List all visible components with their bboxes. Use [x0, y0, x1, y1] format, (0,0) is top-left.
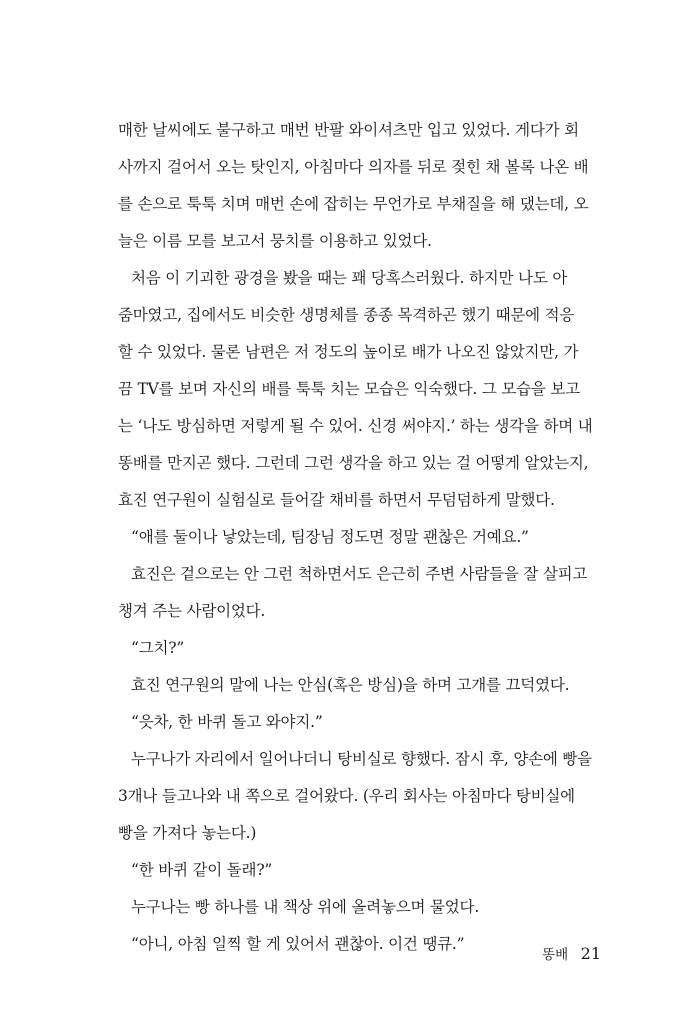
dialogue-line: “그치?”	[131, 639, 185, 657]
text-line: 늘은 이름 모를 보고서 뭉치를 이용하고 있었다.	[118, 232, 432, 250]
text-line: 사까지 걸어서 오는 탓인지, 아침마다 의자를 뒤로 젖힌 채 볼록 나온 배	[118, 158, 589, 176]
text-line: 3개나 들고나와 내 쪽으로 걸어왔다. (우리 회사는 아침마다 탕비실에	[118, 787, 575, 805]
text-line: 효진은 겉으로는 안 그런 척하면서도 은근히 주변 사람들을 잘 살피고	[131, 565, 588, 583]
text-line: 효진 연구원의 말에 나는 안심(혹은 방심)을 하며 고개를 끄덕였다.	[131, 676, 570, 694]
text-line: 매한 날씨에도 불구하고 매번 반팔 와이셔츠만 입고 있었다. 게다가 회	[118, 121, 579, 139]
text-line: 할 수 있었다. 물론 남편은 저 정도의 높이로 배가 나오진 않았지만, 가	[118, 343, 579, 361]
text-line: 처음 이 기괴한 광경을 봤을 때는 꽤 당혹스러웠다. 하지만 나도 아	[131, 269, 568, 287]
text-line: 를 손으로 툭툭 치며 매번 손에 잡히는 무언가로 부채질을 해 댔는데, 오	[118, 195, 589, 213]
text-line: 누구나는 빵 하나를 내 책상 위에 올려놓으며 물었다.	[131, 898, 480, 916]
text-line: 챙겨 주는 사람이었다.	[118, 602, 266, 620]
text-line: 누구나가 자리에서 일어나더니 탕비실로 향했다. 잠시 후, 양손에 빵을	[131, 750, 592, 768]
body-text	[118, 112, 600, 963]
text-line: 효진 연구원이 실험실로 들어갈 채비를 하면서 무덤덤하게 말했다.	[118, 491, 555, 509]
text-line: 빵을 가져다 놓는다.)	[118, 824, 257, 842]
page-footer	[542, 943, 601, 963]
text-line: 똥배를 만지곤 했다. 그런데 그런 생각을 하고 있는 걸 어떻게 알았는지,	[118, 454, 589, 472]
text-line: 끔 TV를 보며 자신의 배를 툭툭 치는 모습은 익숙했다. 그 모습을 보고	[118, 380, 580, 398]
running-title: 똥배	[542, 947, 569, 963]
text-line: 는 ‘나도 방심하면 저렇게 될 수 있어. 신경 써야지.’ 하는 생각을 하며 내	[118, 417, 593, 435]
text-line: 줌마였고, 집에서도 비슷한 생명체를 종종 목격하곤 했기 때문에 적응	[118, 306, 575, 324]
page-number: 21	[580, 944, 601, 963]
dialogue-line: “애를 둘이나 낳았는데, 팀장님 정도면 정말 괜찮은 거예요.”	[131, 528, 529, 546]
dialogue-line: “한 바퀴 같이 돌래?”	[131, 861, 273, 879]
dialogue-line: “아니, 아침 일찍 할 게 있어서 괜찮아. 이건 땡큐.”	[131, 935, 465, 953]
dialogue-line: “읏차, 한 바퀴 돌고 와야지.”	[131, 713, 323, 731]
